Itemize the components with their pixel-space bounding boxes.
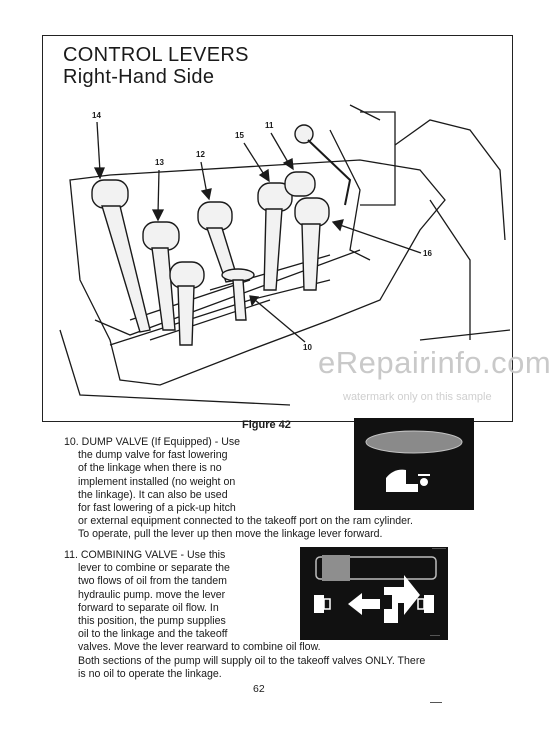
watermark-subtext: watermark only on this sample bbox=[343, 391, 492, 403]
text-line: or external equipment connected to the takeoff port on the ram cylinder. bbox=[78, 515, 413, 528]
page-number: 62 bbox=[253, 683, 265, 695]
text-line: To operate, pull the lever up then move the linkage lever forward. bbox=[78, 528, 383, 541]
text-line: 10. DUMP VALVE (If Equipped) - Use bbox=[64, 436, 241, 448]
text-line: the linkage). It can also be used bbox=[78, 488, 228, 501]
watermark-text: eRepairinfo.com bbox=[318, 345, 552, 380]
figure-caption: Figure 42 bbox=[242, 419, 291, 431]
text-line: 11. COMBINING VALVE - Use this bbox=[64, 549, 226, 561]
text-line: two flows of oil from the tandem bbox=[78, 575, 227, 588]
text-line: valves. Move the lever rearward to combine oil flow. bbox=[78, 641, 321, 654]
scan-mark bbox=[430, 635, 440, 636]
callout-13: 13 bbox=[155, 158, 164, 167]
text-line: implement installed (no weight on bbox=[78, 475, 236, 488]
text-line: Both sections of the pump will supply oil to the takeoff valves ONLY. There bbox=[78, 654, 426, 667]
callout-11: 11 bbox=[265, 121, 274, 130]
text-line: this position, the pump supplies bbox=[78, 615, 226, 628]
text-line: forward to separate oil flow. In bbox=[78, 601, 219, 614]
callout-15: 15 bbox=[235, 131, 244, 140]
text-line: oil to the linkage and the takeoff bbox=[78, 628, 228, 641]
text-line: lever to combine or separate the bbox=[78, 562, 230, 575]
text-line: is no oil to operate the linkage. bbox=[78, 667, 222, 680]
text-line: the dump valve for fast lowering bbox=[78, 449, 228, 462]
item-combining-valve bbox=[64, 549, 425, 681]
callout-14: 14 bbox=[92, 111, 101, 120]
text-line: hydraulic pump. move the lever bbox=[78, 588, 226, 601]
callout-16: 16 bbox=[423, 249, 432, 258]
callout-10: 10 bbox=[303, 343, 312, 352]
callout-12: 12 bbox=[196, 150, 205, 159]
scan-mark bbox=[430, 702, 442, 703]
scan-mark bbox=[432, 548, 446, 549]
page-title: CONTROL LEVERS bbox=[63, 44, 249, 66]
page-subtitle: Right-Hand Side bbox=[63, 66, 215, 88]
item-dump-valve bbox=[64, 436, 413, 542]
text-line: for fast lowering of a pick-up hitch bbox=[78, 502, 236, 515]
text-line: of the linkage when there is no bbox=[78, 462, 222, 475]
